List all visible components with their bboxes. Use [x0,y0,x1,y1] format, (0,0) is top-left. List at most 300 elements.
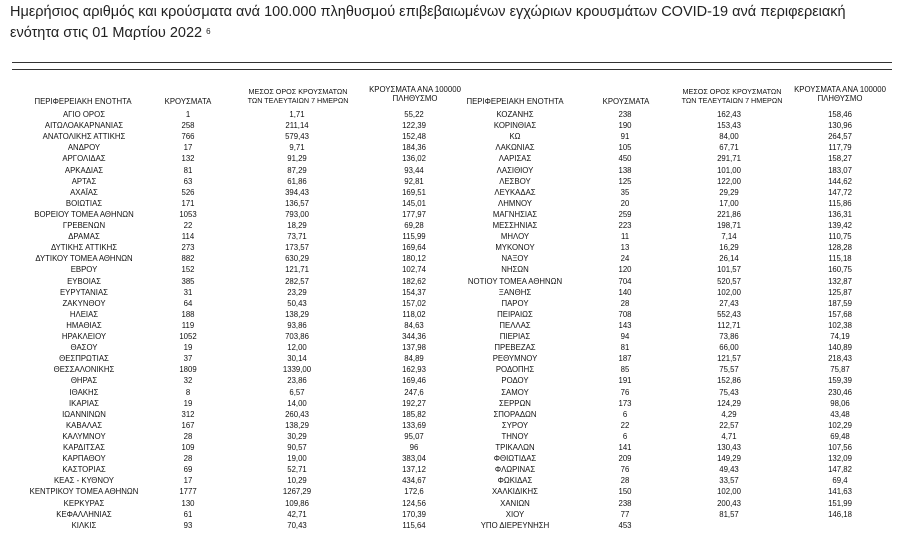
per100k-value: 169,64 [402,243,426,253]
unit-name: ΧΑΛΚΙΔΙΚΗΣ [491,487,538,497]
avg7-value: 102,00 [717,287,741,297]
cases-value: 28 [620,298,630,308]
avg7-value: 221,86 [717,209,741,219]
per100k-value: 141,63 [828,487,852,497]
avg7-value: 121,71 [285,265,309,275]
header-per100k-line2: ΠΛΗΘΥΣΜΟ [817,93,863,103]
unit-name: ΗΜΑΘΙΑΣ [66,320,102,330]
avg7-value: 93,86 [287,320,307,330]
table-row [0,177,900,188]
cases-value: 11 [620,232,630,242]
per100k-value: 122,39 [402,121,426,131]
cases-value: 526 [181,187,195,197]
avg7-value: 29,29 [719,187,739,197]
per100k-value: 115,64 [402,520,426,530]
unit-name: ΗΛΕΙΑΣ [69,309,99,319]
cases-value: 125 [618,176,632,186]
per100k-value: 128,28 [828,243,852,253]
table-row [0,521,900,532]
per100k-value: 102,74 [402,265,426,275]
per100k-value: 69,48 [830,431,850,441]
cases-value: 114 [181,232,195,242]
cases-value: 138 [618,165,632,175]
table-row [0,188,900,199]
table-row [0,243,900,254]
cases-value: 91 [620,132,630,142]
table-row [0,376,900,387]
unit-name: ΚΕΦΑΛΛΗΝΙΑΣ [56,509,112,519]
unit-name: ΜΕΣΣΗΝΙΑΣ [492,221,538,230]
per100k-value: 247,6 [404,387,424,397]
title-line-1: Ημερήσιος αριθμός και κρούσματα ανά 100.000 πληθυσμού επιβεβαιωμένων εγχώριων κρουσμάτων COVID-19 ανά περιφερειακή [10,4,846,20]
cases-value: 28 [620,476,630,486]
avg7-value: 552,43 [717,309,741,319]
unit-name: ΠΙΕΡΙΑΣ [499,332,531,341]
per100k-value: 146,18 [828,509,852,519]
per100k-value: 74,19 [830,332,850,341]
unit-name: ΒΟΙΩΤΙΑΣ [65,198,103,208]
unit-name: ΓΡΕΒΕΝΩΝ [62,221,106,230]
unit-name: ΚΑΒΑΛΑΣ [65,420,103,430]
avg7-value: 101,00 [717,165,741,175]
unit-name: ΚΑΡΔΙΤΣΑΣ [63,443,105,452]
avg7-value: 260,43 [285,409,309,419]
unit-name: ΜΑΓΝΗΣΙΑΣ [492,209,538,219]
per100k-value: 157,02 [402,298,426,308]
per100k-value: 192,27 [402,398,426,408]
avg7-value: 282,57 [285,276,309,286]
unit-name: ΔΥΤΙΚΗΣ ΑΤΤΙΚΗΣ [50,243,118,253]
unit-name: ΣΠΟΡΑΔΩΝ [493,409,537,419]
cases-value: 109 [181,443,195,452]
avg7-value: 122,00 [717,176,741,186]
header-unit-label: ΠΕΡΙΦΕΡΕΙΑΚΗ ΕΝΟΤΗΤΑ [466,97,564,106]
avg7-value: 109,86 [285,498,309,508]
unit-name: ΡΟΔΟΠΗΣ [495,365,535,375]
cases-value: 1777 [179,487,197,497]
unit-name: ΝΑΞΟΥ [501,254,529,264]
cases-value: 6 [622,409,628,419]
avg7-value: 703,86 [285,332,309,341]
per100k-value: 118,02 [402,309,426,319]
per100k-value: 132,09 [828,454,852,464]
unit-name: ΗΡΑΚΛΕΙΟΥ [61,332,107,341]
unit-name: ΞΑΝΘΗΣ [498,287,532,297]
per100k-value: 43,48 [830,409,850,419]
table-row [0,343,900,354]
cases-value: 704 [618,276,632,286]
per100k-value: 169,51 [402,187,426,197]
left-header-cases [158,98,218,107]
avg7-value: 9,71 [289,143,305,153]
header-avg7-line1: ΜΕΣΟΣ ΟΡΟΣ ΚΡΟΥΣΜΑΤΩΝ [682,87,782,96]
avg7-value: 173,57 [285,243,309,253]
unit-name: ΖΑΚΥΝΘΟΥ [62,298,106,308]
per100k-value: 102,38 [828,320,852,330]
cases-value: 258 [181,121,195,131]
table-row [0,299,900,310]
cases-value: 450 [618,154,632,164]
unit-name: ΜΥΚΟΝΟΥ [495,243,535,253]
avg7-value: 630,29 [285,254,309,264]
cases-value: 119 [181,320,195,330]
avg7-value: 70,43 [287,520,307,530]
cases-value: 766 [181,132,195,142]
per100k-value: 117,79 [828,143,852,153]
per100k-value: 110,75 [828,232,852,242]
header-cases-label: ΚΡΟΥΣΜΑΤΑ [164,97,212,106]
cases-value: 28 [183,454,193,464]
cases-value: 94 [620,332,630,341]
cases-value: 150 [618,487,632,497]
avg7-value: 87,29 [287,165,307,175]
avg7-value: 4,29 [721,409,737,419]
unit-name: ΔΡΑΜΑΣ [68,232,100,242]
unit-name: ΤΗΝΟΥ [501,431,529,441]
per100k-value: 139,42 [828,221,852,230]
avg7-value: 124,29 [717,398,741,408]
per100k-value: 147,82 [828,465,852,475]
avg7-value: 211,14 [285,121,309,131]
cases-value: 1 [185,110,191,119]
table-row [0,421,900,432]
per100k-value: 152,48 [402,132,426,142]
unit-name: ΘΗΡΑΣ [70,376,98,386]
cases-value: 77 [620,509,630,519]
unit-name: ΚΟΖΑΝΗΣ [496,110,534,119]
per100k-value: 157,68 [828,309,852,319]
per100k-value: 84,63 [404,320,424,330]
unit-name: ΛΑΡΙΣΑΣ [498,154,532,164]
per100k-value: 182,62 [402,276,426,286]
avg7-value: 73,71 [287,232,307,242]
avg7-value: 291,71 [717,154,741,164]
cases-value: 81 [183,165,193,175]
unit-name: ΕΥΒΟΙΑΣ [67,276,101,286]
header-avg7-line2: ΤΩΝ ΤΕΛΕΥΤΑΙΩΝ 7 ΗΜΕΡΩΝ [681,95,783,105]
cases-value: 105 [618,143,632,153]
cases-value: 259 [618,209,632,219]
per100k-value: 172,6 [404,487,424,497]
cases-value: 22 [183,221,193,230]
unit-name: ΚΕΡΚΥΡΑΣ [63,498,105,508]
cases-value: 32 [183,376,193,386]
cases-value: 28 [183,431,193,441]
avg7-value: 10,29 [287,476,307,486]
unit-name: ΣΥΡΟΥ [501,420,529,430]
table-row [0,510,900,521]
avg7-value: 102,00 [717,487,741,497]
avg7-value: 112,71 [717,320,741,330]
avg7-value: 152,86 [717,376,741,386]
cases-value: 22 [620,420,630,430]
unit-name: ΝΗΣΩΝ [501,265,529,275]
cases-value: 76 [620,387,630,397]
cases-value: 132 [181,154,195,164]
cases-value: 708 [618,309,632,319]
right-header-unit [450,98,580,107]
unit-name: ΑΙΤΩΛΟΑΚΑΡΝΑΝΙΑΣ [44,121,124,131]
cases-value: 312 [181,409,195,419]
per100k-value: 170,39 [402,509,426,519]
avg7-value: 1267,29 [282,487,312,497]
unit-name: ΠΕΛΛΑΣ [499,320,531,330]
cases-value: 238 [618,110,632,119]
unit-name: ΕΥΡΥΤΑΝΙΑΣ [59,287,108,297]
avg7-value: 30,14 [287,354,307,364]
cases-value: 76 [620,465,630,475]
per100k-value: 140,89 [828,343,852,353]
cases-value: 120 [618,265,632,275]
unit-name: ΘΕΣΠΡΩΤΙΑΣ [59,354,109,364]
unit-name: ΑΡΤΑΣ [71,176,97,186]
unit-name: ΥΠΟ ΔΙΕΡΕΥΝΗΣΗ [480,520,550,530]
avg7-value: 7,14 [721,232,737,242]
cases-value: 13 [620,243,630,253]
cases-value: 17 [183,476,193,486]
per100k-value: 344,36 [402,332,426,341]
per100k-value: 187,59 [828,298,852,308]
table-row [0,499,900,510]
right-header-per100k [780,86,900,103]
per100k-value: 92,81 [404,176,424,186]
unit-name: ΑΡΚΑΔΙΑΣ [64,165,104,175]
table-row [0,166,900,177]
table-row [0,232,900,243]
per100k-value: 230,46 [828,387,852,397]
avg7-value: 1,71 [289,110,305,119]
table-row [0,254,900,265]
per100k-value: 383,04 [402,454,426,464]
unit-name: ΧΙΟΥ [505,509,525,519]
per100k-value: 115,86 [828,198,852,208]
per100k-value: 115,18 [828,254,852,264]
unit-name: ΚΑΣΤΟΡΙΑΣ [62,465,106,475]
cases-value: 223 [618,221,632,230]
unit-name: ΘΑΣΟΥ [70,343,98,353]
table-row [0,365,900,376]
avg7-value: 14,00 [287,398,307,408]
per100k-value: 132,87 [828,276,852,286]
header-per100k-line1: ΚΡΟΥΣΜΑΤΑ ΑΝΑ 100000 [369,85,461,94]
avg7-value: 22,57 [719,420,739,430]
avg7-value: 579,43 [285,132,309,142]
footnote-marker: 6 [206,27,211,36]
unit-name: ΒΟΡΕΙΟΥ ΤΟΜΕΑ ΑΘΗΝΩΝ [34,209,134,219]
per100k-value: 69,28 [404,221,424,230]
avg7-value: 75,57 [719,365,739,375]
table-row [0,121,900,132]
unit-name: ΠΕΙΡΑΙΩΣ [497,309,533,319]
per100k-value: 147,72 [828,187,852,197]
avg7-value: 81,57 [719,509,739,519]
table-row [0,354,900,365]
unit-name: ΦΘΙΩΤΙΔΑΣ [493,454,537,464]
cases-value: 85 [620,365,630,375]
per100k-value: 75,87 [830,365,850,375]
unit-name: ΝΟΤΙΟΥ ΤΟΜΕΑ ΑΘΗΝΩΝ [467,276,563,286]
unit-name: ΚΕΝΤΡΙΚΟΥ ΤΟΜΕΑ ΑΘΗΝΩΝ [29,487,139,497]
avg7-value: 23,29 [287,287,307,297]
cases-value: 64 [183,298,193,308]
avg7-value: 138,29 [285,420,309,430]
table-row [0,265,900,276]
unit-name: ΔΥΤΙΚΟΥ ΤΟΜΕΑ ΑΘΗΝΩΝ [35,254,133,264]
cases-value: 191 [618,376,632,386]
unit-name: ΦΩΚΙΔΑΣ [497,476,533,486]
table-row [0,210,900,221]
page-title [10,2,890,44]
avg7-value: 19,00 [287,454,307,464]
cases-value: 187 [618,354,632,364]
unit-name: ΚΑΡΠΑΘΟΥ [62,454,106,464]
table-row [0,221,900,232]
cases-value: 1053 [179,209,197,219]
avg7-value: 33,57 [719,476,739,486]
per100k-value: 102,29 [828,420,852,430]
avg7-value: 18,29 [287,221,307,230]
unit-name: ΠΑΡΟΥ [501,298,529,308]
per100k-value: 159,39 [828,376,852,386]
avg7-value: 52,71 [287,465,307,475]
avg7-value: 27,43 [719,298,739,308]
cases-value: 188 [181,309,195,319]
per100k-value: 69,4 [832,476,848,486]
cases-value: 171 [181,198,195,208]
table-row [0,143,900,154]
unit-name: ΑΝΑΤΟΛΙΚΗΣ ΑΤΤΙΚΗΣ [42,132,126,142]
unit-name: ΠΡΕΒΕΖΑΣ [494,343,536,353]
per100k-value: 162,93 [402,365,426,375]
per100k-value: 107,56 [828,443,852,452]
unit-name: ΚΑΛΥΜΝΟΥ [62,431,106,441]
avg7-value: 90,57 [287,443,307,452]
avg7-value: 198,71 [717,221,741,230]
header-avg7-line1: ΜΕΣΟΣ ΟΡΟΣ ΚΡΟΥΣΜΑΤΩΝ [248,87,348,96]
table-row [0,410,900,421]
table-row [0,432,900,443]
per100k-value: 137,98 [402,343,426,353]
unit-name: ΑΝΔΡΟΥ [67,143,101,153]
cases-value: 19 [183,343,193,353]
table-row [0,321,900,332]
unit-name: ΣΕΡΡΩΝ [499,398,531,408]
per100k-value: 115,99 [402,232,426,242]
avg7-value: 153,43 [717,121,741,131]
avg7-value: 6,57 [289,387,305,397]
cases-value: 143 [618,320,632,330]
per100k-value: 98,06 [830,398,850,408]
avg7-value: 394,43 [285,187,309,197]
unit-name: ΤΡΙΚΑΛΩΝ [495,443,535,452]
avg7-value: 67,71 [719,143,739,153]
header-per100k-line1: ΚΡΟΥΣΜΑΤΑ ΑΝΑ 100000 [794,85,886,94]
per100k-value: 93,44 [404,165,424,175]
cases-value: 173 [618,398,632,408]
avg7-value: 16,29 [719,243,739,253]
avg7-value: 73,86 [719,332,739,341]
per100k-value: 55,22 [404,110,424,119]
unit-name: ΡΟΔΟΥ [501,376,529,386]
unit-name: ΘΕΣΣΑΛΟΝΙΚΗΣ [53,365,115,375]
table-row [0,443,900,454]
per100k-value: 184,36 [402,143,426,153]
table-row [0,277,900,288]
unit-name: ΛΗΜΝΟΥ [498,198,532,208]
table-row [0,288,900,299]
cases-value: 209 [618,454,632,464]
table-row [0,476,900,487]
header-per100k-line2: ΠΛΗΘΥΣΜΟ [392,93,438,103]
header-unit-label: ΠΕΡΙΦΕΡΕΙΑΚΗ ΕΝΟΤΗΤΑ [34,97,132,106]
unit-name: ΛΑΣΙΘΙΟΥ [496,165,534,175]
cases-value: 273 [181,243,195,253]
cases-value: 37 [183,354,193,364]
unit-name: ΛΕΥΚΑΔΑΣ [494,187,536,197]
per100k-value: 144,62 [828,176,852,186]
cases-value: 31 [183,287,193,297]
cases-value: 882 [181,254,195,264]
avg7-value: 520,57 [717,276,741,286]
header-cases-label: ΚΡΟΥΣΜΑΤΑ [602,97,650,106]
per100k-value: 183,07 [828,165,852,175]
avg7-value: 200,43 [717,498,741,508]
per100k-value: 136,31 [828,209,852,219]
avg7-value: 136,57 [285,198,309,208]
per100k-value: 154,37 [402,287,426,297]
per100k-value: 133,69 [402,420,426,430]
cases-value: 152 [181,265,195,275]
avg7-value: 23,86 [287,376,307,386]
cases-value: 93 [183,520,193,530]
cases-value: 61 [183,509,193,519]
per100k-value: 177,97 [402,209,426,219]
cases-value: 8 [185,387,191,397]
table-row [0,132,900,143]
unit-name: ΡΕΘΥΜΝΟΥ [492,354,538,364]
left-header-unit [18,98,148,107]
per100k-value: 130,96 [828,121,852,131]
left-header-avg7 [238,88,358,105]
per100k-value: 125,87 [828,287,852,297]
unit-name: ΙΚΑΡΙΑΣ [69,398,99,408]
cases-value: 167 [181,420,195,430]
avg7-value: 101,57 [717,265,741,275]
table-row [0,454,900,465]
header-avg7-line2: ΤΩΝ ΤΕΛΕΥΤΑΙΩΝ 7 ΗΜΕΡΩΝ [247,95,349,105]
cases-value: 24 [620,254,630,264]
per100k-value: 95,07 [404,431,424,441]
avg7-value: 121,57 [717,354,741,364]
cases-value: 141 [618,443,632,452]
per100k-value: 185,82 [402,409,426,419]
right-header-avg7 [672,88,792,105]
avg7-value: 42,71 [287,509,307,519]
cases-value: 63 [183,176,193,186]
table-row [0,399,900,410]
table-row [0,154,900,165]
avg7-value: 1339,00 [282,365,312,375]
unit-name: ΕΒΡΟΥ [70,265,98,275]
cases-value: 1052 [179,332,197,341]
unit-name: ΜΗΛΟΥ [500,232,530,242]
cases-value: 190 [618,121,632,131]
avg7-value: 30,29 [287,431,307,441]
unit-name: ΚΕΑΣ - ΚΥΘΝΟΥ [53,476,115,486]
per100k-value: 151,99 [828,498,852,508]
cases-value: 17 [183,143,193,153]
table-row [0,332,900,343]
